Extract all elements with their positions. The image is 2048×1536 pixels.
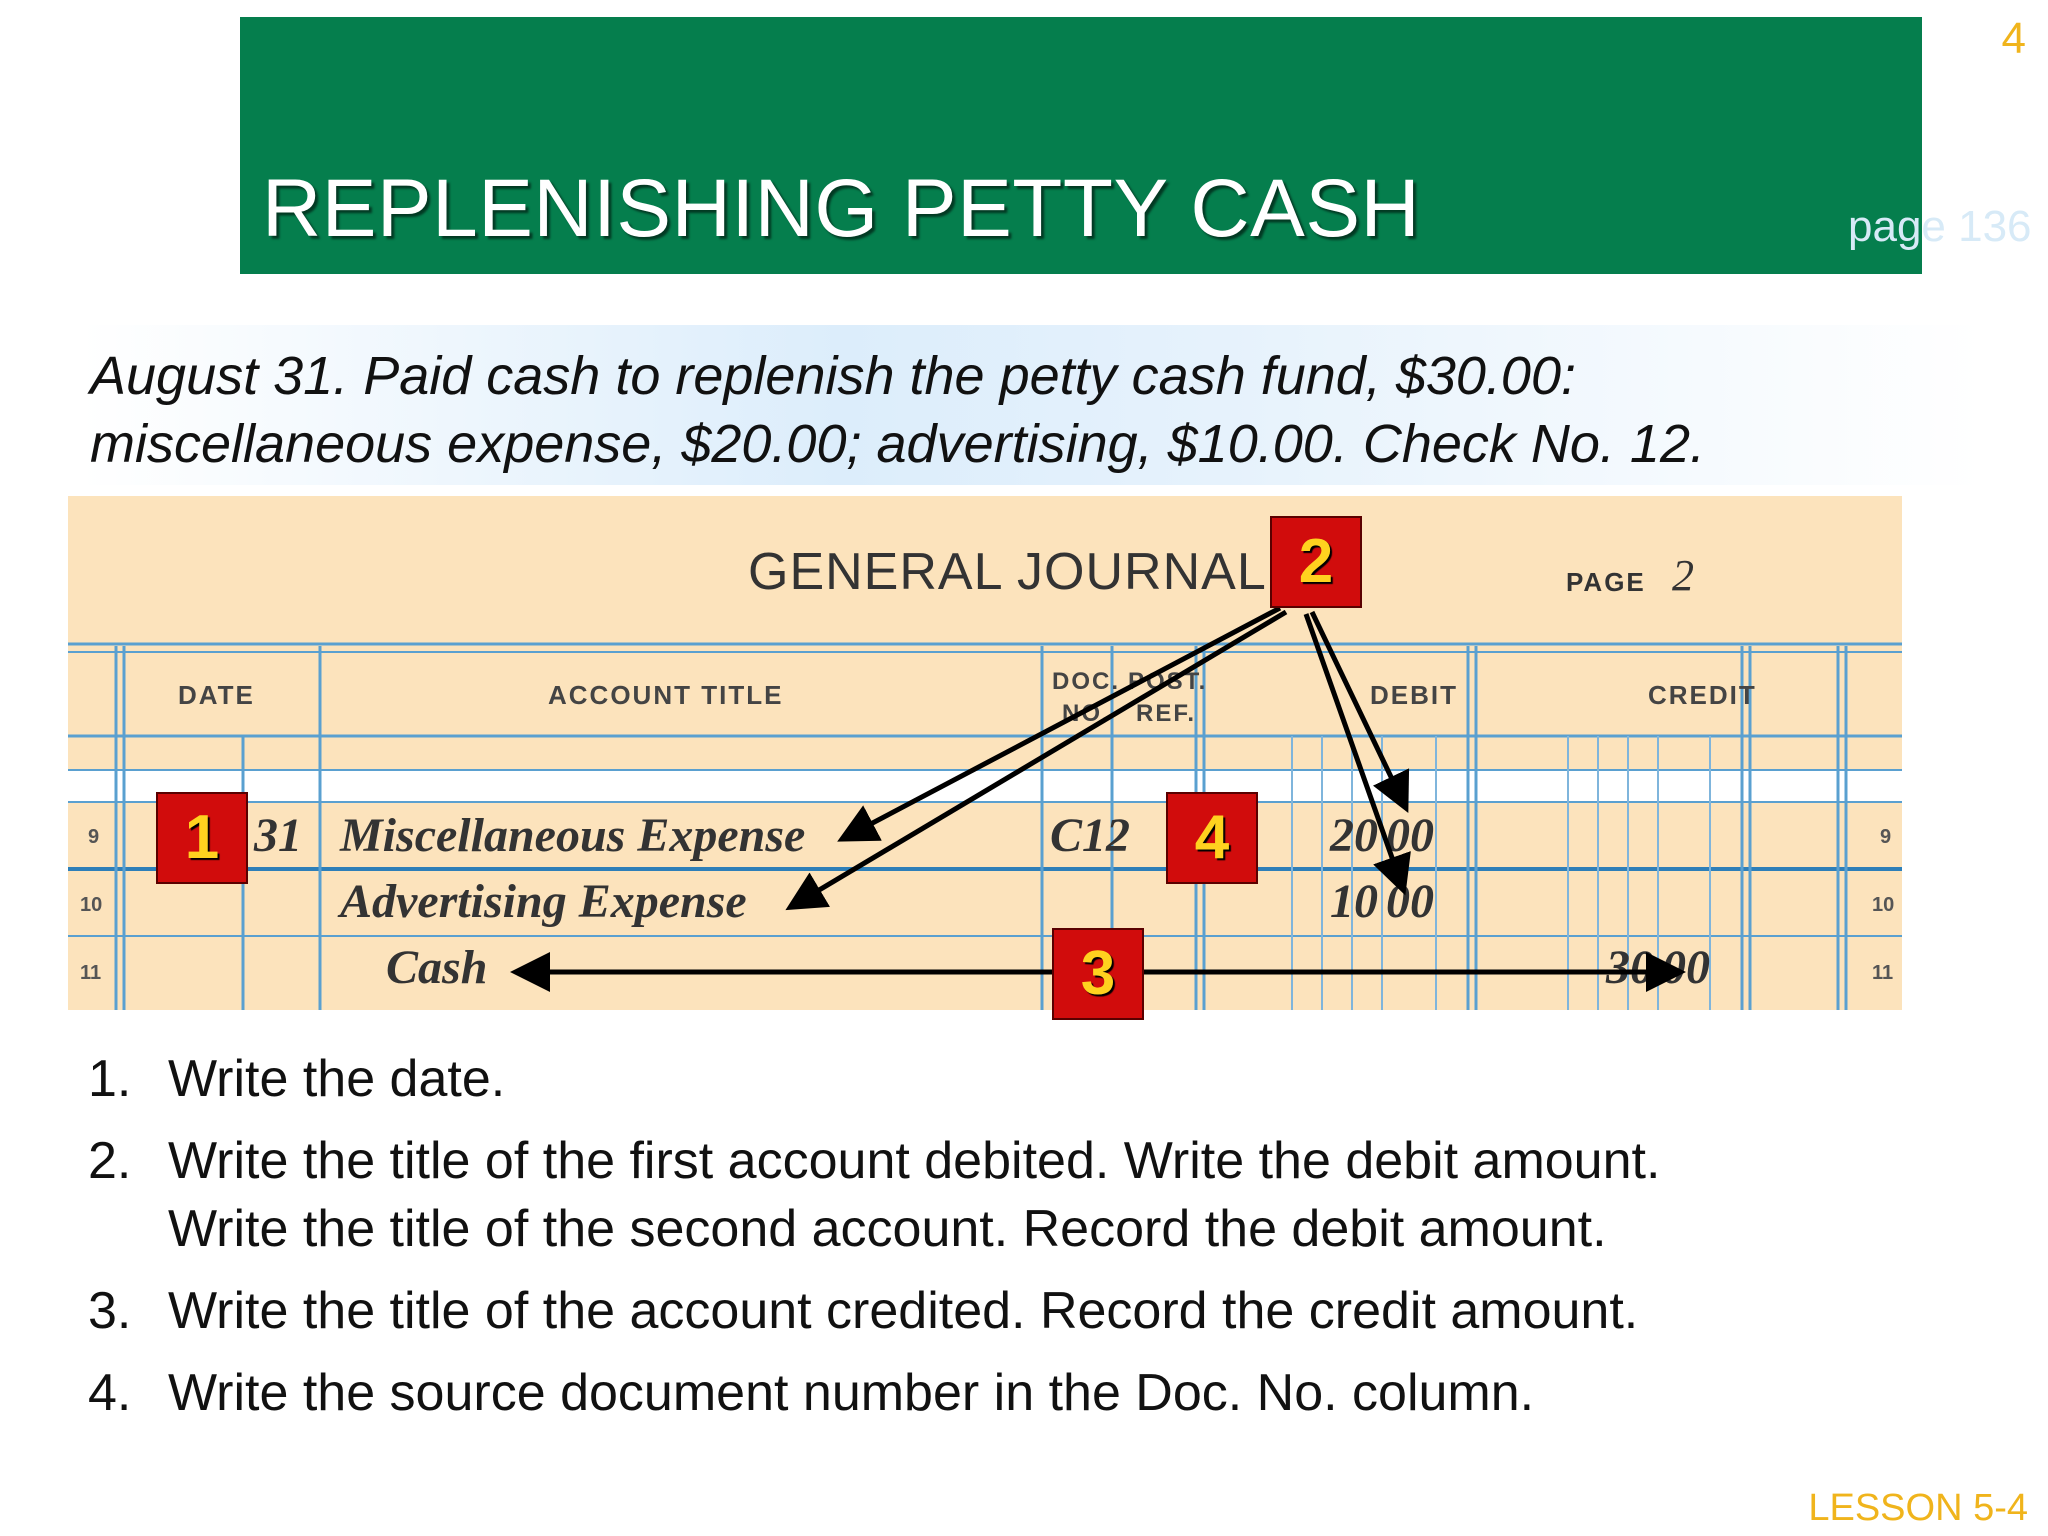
header-credit: CREDIT xyxy=(1648,680,1757,710)
journal-page-number: 2 xyxy=(1672,551,1694,600)
journal-page-label: PAGE xyxy=(1566,567,1646,597)
line-number-left: 10 xyxy=(80,894,103,916)
entry-credit-cents: 00 xyxy=(1662,941,1710,994)
step-number: 1. xyxy=(88,1050,132,1108)
entry-day: 31 xyxy=(254,809,302,862)
callout-badge-4: 4 xyxy=(1166,792,1258,884)
step-item xyxy=(88,1127,1988,1263)
transaction-description xyxy=(82,325,1982,485)
line-number-right: 10 xyxy=(1872,894,1895,916)
header-post-ref-1: POST. xyxy=(1128,668,1208,695)
step-number: 3. xyxy=(88,1282,132,1340)
header-post-ref-2: REF. xyxy=(1136,700,1197,727)
page-reference: page 136 xyxy=(1848,202,2032,251)
callout-badge-1: 1 xyxy=(156,792,248,884)
step-number: 4. xyxy=(88,1364,132,1422)
line-number-right: 11 xyxy=(1872,962,1894,984)
entry-account: Advertising Expense xyxy=(340,875,747,928)
header-date: DATE xyxy=(178,680,255,710)
line-number-left: 9 xyxy=(88,826,100,848)
entry-debit-dollars: 20 xyxy=(1330,809,1378,862)
entry-debit-cents: 00 xyxy=(1386,875,1434,928)
callout-badge-3: 3 xyxy=(1052,928,1144,1020)
instruction-steps xyxy=(88,1045,1988,1441)
title-bar xyxy=(240,17,1922,274)
step-text: Write the date. xyxy=(168,1050,506,1108)
slide-number: 4 xyxy=(2001,14,2026,63)
header-doc-no-1: DOC. xyxy=(1052,668,1120,695)
journal-title: GENERAL JOURNAL xyxy=(748,543,1267,601)
entry-debit-dollars: 10 xyxy=(1330,875,1378,928)
callout-badge-2: 2 xyxy=(1270,516,1362,608)
lesson-label: LESSON 5-4 xyxy=(1808,1487,2028,1529)
general-journal xyxy=(68,496,1902,1010)
transaction-line-2: miscellaneous expense, $20.00; advertising, $10.00. Check No. 12. xyxy=(90,414,1705,474)
step-number: 2. xyxy=(88,1132,132,1190)
header-doc-no-2: NO. xyxy=(1062,700,1111,727)
header-account-title: ACCOUNT TITLE xyxy=(548,680,784,710)
header-debit: DEBIT xyxy=(1370,680,1458,710)
step-text: Write the title of the account credited. Record the credit amount. xyxy=(168,1282,1639,1340)
entry-credit-dollars: 30 xyxy=(1606,941,1654,994)
step-text-continued: Write the title of the second account. Record the debit amount. xyxy=(168,1200,1607,1258)
entry-doc-no: C12 xyxy=(1050,809,1131,862)
step-item xyxy=(88,1359,1988,1427)
step-item xyxy=(88,1045,1988,1113)
line-number-right: 9 xyxy=(1880,826,1892,848)
slide-title: REPLENISHING PETTY CASH xyxy=(262,163,1421,254)
entry-account: Miscellaneous Expense xyxy=(340,809,806,862)
entry-account: Cash xyxy=(386,941,488,994)
transaction-line-1: August 31. Paid cash to replenish the petty cash fund, $30.00: xyxy=(90,346,1577,406)
entry-debit-cents: 00 xyxy=(1386,809,1434,862)
step-item xyxy=(88,1277,1988,1345)
step-text: Write the title of the first account debited. Write the debit amount. xyxy=(168,1132,1661,1190)
step-text: Write the source document number in the Doc. No. column. xyxy=(168,1364,1535,1422)
line-number-left: 11 xyxy=(80,962,102,984)
